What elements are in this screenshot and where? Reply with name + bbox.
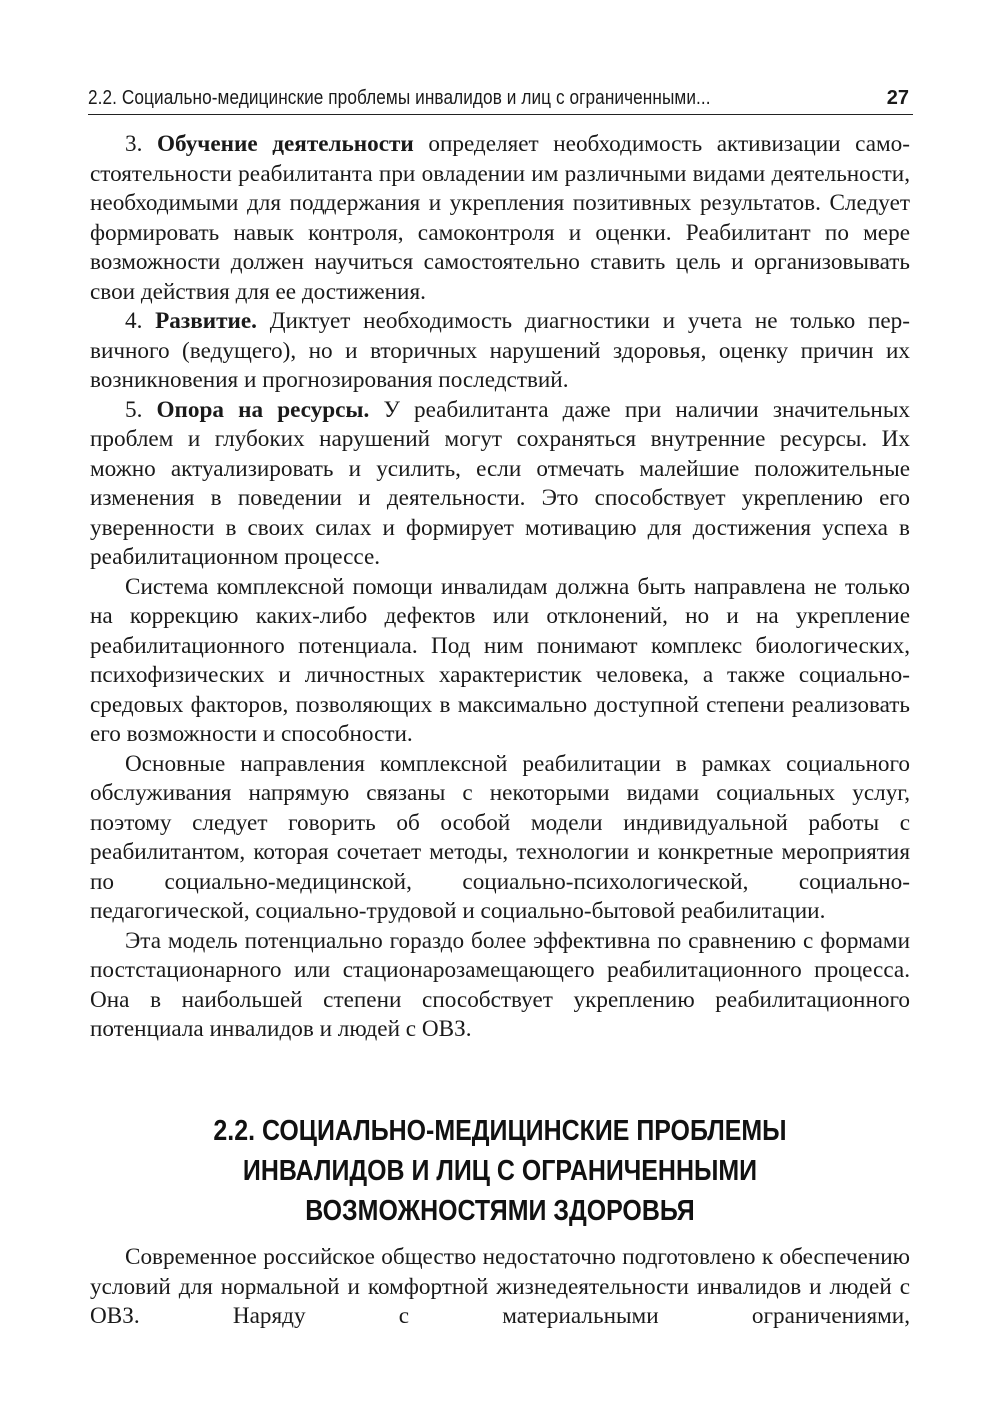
- running-head: [88, 84, 913, 115]
- paragraph-text: Диктует необходимость диагностики и учета не только первичного (ведущего), но и вторичных нарушений здоровья, оценку причин их возникновения и прогнозирования последствий.: [90, 308, 910, 393]
- section-heading: [90, 1111, 910, 1231]
- paragraph-lead: 5.: [125, 396, 157, 423]
- paragraph-text: Современное российское общество недостаточно подготовлено к обеспечению условий для нормальной и комфортной жизнедеятельности инвалидов и людей с ОВЗ. Наряду с материальными ограничениями,: [90, 1244, 910, 1329]
- paragraph-directions: [90, 750, 910, 927]
- paragraph-term: Развитие.: [155, 308, 257, 334]
- paragraph-principle-5: [90, 396, 910, 573]
- section-heading-line: ИНВАЛИДОВ И ЛИЦ С ОГРАНИЧЕННЫМИ: [242, 1155, 758, 1187]
- running-head-title: 2.2. Социально-медицинские проблемы инвалидов и лиц с ограниченными...: [88, 87, 711, 109]
- paragraph-text: Основные направления комплексной реабилитации в рамках социального обслуживания напрямую связаны с некоторыми видами социальных услуг, поэтому следует говорить об особой модели индивидуальной работы с реабилитантом, которая сочетает методы, технологии и конкретные мероприятия по социально-медицинской, социально-психологической, социально-педагогической, социально-трудовой и социально-бытовой реабилитации.: [90, 750, 910, 924]
- section-heading-line: 2.2. СОЦИАЛЬНО-МЕДИЦИНСКИЕ ПРОБЛЕМЫ: [213, 1115, 787, 1147]
- paragraph-text: определяет необходимость активизации самостоятельности реабилитанта при овладении им различными видами деятельности, необходимыми для поддержания и укрепления позитивных результатов. Следует формировать навык контроля, самоконтроля и оценки. Реабилитант по мере возможности должен научиться самостоятельно ставить цель и организовывать свои действия для ее достижения.: [90, 131, 910, 305]
- paragraph-text: У реабилитанта даже при наличии значительных проблем и глубоких нарушений могут сохраняться внутренние ресурсы. Их можно актуализировать и усилить, если отмечать малейшие положительные изменения в поведении и деятельности. Это способствует укреплению его уверенности в своих силах и формирует мотивацию для достижения успеха в реабилитационном процессе.: [90, 396, 910, 570]
- paragraph-model: [90, 927, 910, 1045]
- paragraph-lead: 3.: [125, 131, 157, 157]
- paragraph-term: Обучение деятельности: [156, 131, 414, 157]
- paragraph-term: Опора на ресурсы.: [156, 396, 370, 423]
- paragraph-text: Система комплексной помощи инвалидам должна быть направлена не только на коррекцию каких-либо дефектов или отклонений, но и на укрепление реабилитационного потенциала. Под ним понимают комплекс биологических, психофизических и личностных характеристик человека, а также социально-средовых факторов, позволяющих в максимально доступной степени реализовать его возможности и способности.: [90, 573, 910, 747]
- paragraph-text: Эта модель потенциально гораздо более эффективна по сравнению с формами постстационарного или стационарозамещающего реабилитационного процесса. Она в наибольшей степени способствует укреплению реабилитационного потенциала инвалидов и людей с ОВЗ.: [90, 927, 910, 1042]
- paragraph-principle-3: [90, 130, 910, 307]
- section-heading-line: ВОЗМОЖНОСТЯМИ ЗДОРОВЬЯ: [305, 1195, 695, 1227]
- paragraph-system: [90, 573, 910, 750]
- section-body-text: [90, 1243, 910, 1361]
- page-number: 27: [886, 87, 909, 109]
- paragraph-section-intro: [90, 1243, 910, 1361]
- paragraph-principle-4: [90, 307, 910, 396]
- paragraph-lead: 4.: [125, 308, 156, 334]
- body-text: [90, 130, 910, 1045]
